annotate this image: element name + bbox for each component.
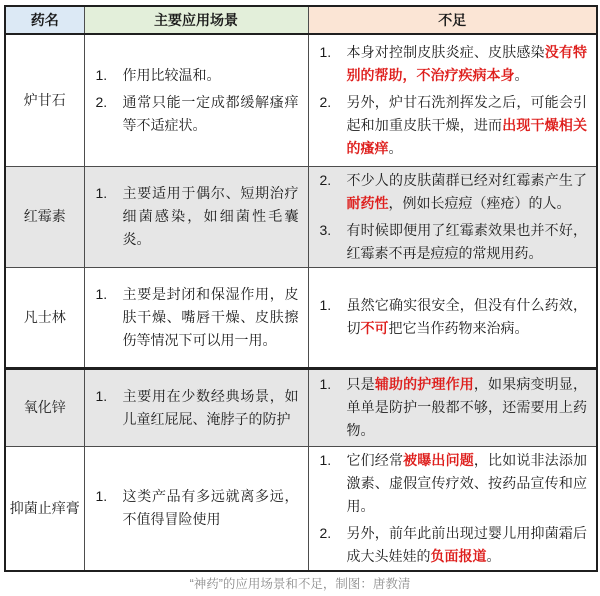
shortcoming-item	[320, 41, 588, 87]
table-row	[5, 446, 597, 571]
table-row	[5, 368, 597, 446]
usage-item	[96, 385, 299, 431]
plain-text: 虽然它确实很安全，但没有什么药效，切	[346, 297, 587, 336]
item-text	[123, 385, 299, 431]
shortcoming-item	[320, 91, 588, 160]
shortcomings-cell	[308, 446, 597, 571]
item-number: 3.	[319, 221, 332, 238]
plain-text: 另外，前年此前出现过婴儿用抑菌霜后成大头娃娃的	[346, 524, 587, 564]
plain-text: ，例如长痘痘（痤疮）的人。	[388, 194, 571, 211]
item-text	[347, 41, 588, 87]
plain-text: 把它当作药物来治病。	[388, 320, 529, 336]
plain-text: 有时候即便用了红霉素效果也并不好，红霉素不再是痘痘的常规用药。	[346, 221, 587, 261]
table-row	[5, 34, 597, 166]
item-number: 1.	[319, 297, 332, 313]
plain-text: 。	[388, 139, 403, 156]
plain-text: 主要是封闭和保湿作用，皮肤干燥、嘴唇干燥、皮肤擦伤等情况下可以用一用。	[122, 285, 299, 348]
highlighted-text: 出现干燥相关的瘙痒	[346, 116, 587, 156]
highlighted-text: 没有特别的帮助，不治疗疾病本身	[346, 43, 587, 83]
usage-cell	[84, 166, 308, 267]
item-text	[347, 91, 588, 160]
plain-text: 本身对控制皮肤炎症、皮肤感染	[346, 43, 545, 60]
item-number: 1.	[95, 285, 108, 302]
item-number: 2.	[319, 524, 332, 541]
highlighted-text: 负面报道	[430, 547, 487, 564]
shortcomings-cell	[308, 368, 597, 446]
plain-text: ，比如说非法添加激素、虚假宣传疗效、按药品宣传和应用。	[346, 451, 587, 514]
table-row	[5, 166, 597, 267]
plain-text: ，如果病变明显，单单是防护一般都不够，还需要用上药物。	[346, 376, 587, 438]
plain-text: 不少人的皮肤菌群已经对红霉素产生了	[346, 171, 587, 188]
item-number: 2.	[319, 93, 332, 110]
table-body	[5, 34, 597, 571]
item-text	[347, 169, 588, 215]
usage-item	[96, 91, 299, 137]
usage-item	[96, 182, 299, 251]
shortcoming-item	[320, 373, 588, 442]
item-text	[123, 64, 299, 87]
header-row	[5, 6, 597, 34]
item-text	[347, 373, 588, 442]
highlighted-text: 辅助的护理作用	[374, 376, 474, 392]
item-number: 1.	[95, 185, 108, 201]
usage-item	[96, 64, 299, 87]
drug-name-cell: 抑菌止痒膏	[5, 446, 84, 571]
usage-item	[96, 485, 299, 531]
item-number: 2.	[319, 171, 332, 188]
shortcoming-item	[320, 522, 588, 568]
item-number: 1.	[95, 488, 108, 504]
usage-cell	[84, 446, 308, 571]
item-number: 2.	[95, 93, 108, 110]
plain-text: 通常只能一定成都缓解瘙痒等不适症状。	[122, 93, 299, 133]
highlighted-text: 被曝出问题	[403, 451, 474, 468]
item-number: 1.	[319, 43, 332, 60]
usage-item	[96, 283, 299, 352]
item-number: 1.	[319, 451, 332, 468]
item-number: 1.	[95, 66, 108, 83]
plain-text: 这类产品有多远就离多远，不值得冒险使用	[122, 488, 299, 527]
header-drug-name: 药名	[5, 6, 84, 34]
shortcoming-item	[320, 449, 588, 518]
header-shortcomings: 不足	[308, 6, 597, 34]
item-text	[123, 283, 299, 352]
shortcoming-item	[320, 169, 588, 215]
header-usage: 主要应用场景	[84, 6, 308, 34]
plain-text: 主要适用于偶尔、短期治疗细菌感染，如细菌性毛囊炎。	[122, 185, 299, 247]
item-text	[347, 219, 588, 265]
plain-text: 它们经常	[346, 451, 404, 468]
drug-name-cell: 红霉素	[5, 166, 84, 267]
item-number: 1.	[319, 376, 332, 392]
shortcomings-cell	[308, 166, 597, 267]
item-text	[123, 182, 299, 251]
item-text	[347, 294, 588, 340]
item-text	[123, 485, 299, 531]
shortcomings-cell	[308, 34, 597, 166]
plain-text: 。	[486, 547, 501, 564]
medication-table	[4, 5, 598, 572]
item-text	[347, 449, 588, 518]
highlighted-text: 耐药性	[346, 194, 389, 211]
plain-text: 。	[514, 66, 529, 83]
shortcoming-item	[320, 294, 588, 340]
drug-name-cell: 氧化锌	[5, 368, 84, 446]
plain-text: 另外，炉甘石洗剂挥发之后，可能会引起和加重皮肤干燥，进而	[346, 93, 587, 133]
usage-cell	[84, 267, 308, 368]
highlighted-text: 不可	[360, 320, 389, 336]
item-text	[347, 522, 588, 568]
plain-text: 作用比较温和。	[122, 66, 221, 83]
shortcoming-item	[320, 219, 588, 265]
drug-name-cell: 凡士林	[5, 267, 84, 368]
table-row	[5, 267, 597, 368]
plain-text: 只是	[346, 376, 375, 392]
item-number: 1.	[95, 387, 108, 404]
caption: “神药”的应用场景和不足，制图：唐教清	[189, 576, 411, 591]
plain-text: 主要用在少数经典场景，如儿童红屁屁、淹脖子的防护	[122, 387, 299, 427]
usage-cell	[84, 34, 308, 166]
drug-name-cell: 炉甘石	[5, 34, 84, 166]
item-text	[123, 91, 299, 137]
shortcomings-cell	[308, 267, 597, 368]
usage-cell	[84, 368, 308, 446]
